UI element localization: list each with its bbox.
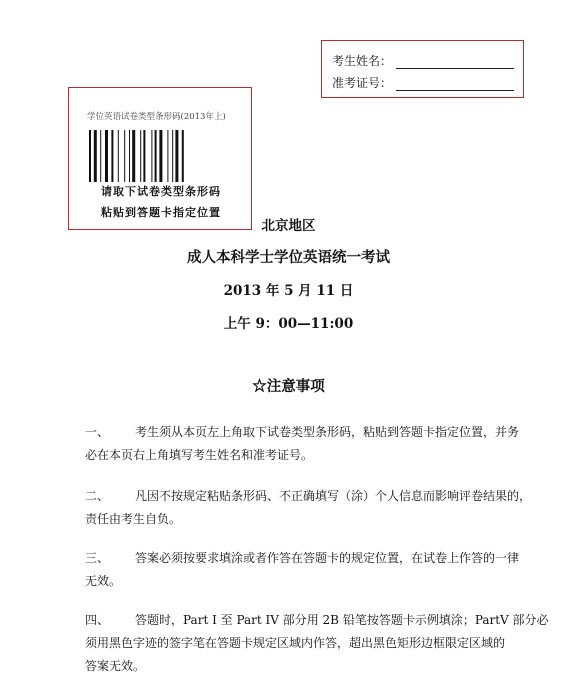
notice-item-number: 一、 [85,425,110,439]
notice-title: ☆注意事项 [252,378,325,395]
barcode-bar [111,130,113,182]
exam-title: 成人本科学士学位英语统一考试 [187,249,390,266]
barcode-bar [132,130,135,182]
candidate-info-box [321,40,524,98]
barcode-caption: 学位英语试卷类型条形码(2013年上) [87,112,226,122]
candidate-id-row [332,69,523,91]
notice-item-text: 答案必须按要求填涂或者作答在答题卡的规定位置，在试卷上作答的一律 [135,551,520,565]
notice-item-text: 须用黑色字迹的签字笔在答题卡规定区域内作答，超出黑色矩形边框限定区域的 [85,636,506,650]
notice-item-text: 无效。 [85,574,122,588]
candidate-id-label: 准考证号： [332,76,393,90]
notice-item-text: 责任由考生自负。 [85,512,182,526]
notice-item-text: 必在本页右上角填写考生姓名和准考证号。 [85,448,314,462]
notice-item-text: 凡因不按规定粘贴条形码、不正确填写（涂）个人信息而影响评卷结果的， [135,489,532,503]
barcode-bar [94,130,97,182]
barcode-bar [100,130,101,182]
notice-item-text: 答题时，Part I 至 Part IV 部分用 2B 铅笔按答题卡示例填涂；PartV 部分必 [135,613,549,627]
barcode-bar [182,130,184,182]
exam-time: 上午 9：00—11:00 [223,316,354,332]
notice-item-4 [85,609,549,678]
barcode-bar [175,130,178,182]
barcode-bar [118,130,119,182]
barcode-bar [143,130,145,182]
notice-item-number: 三、 [85,551,110,565]
barcode-instruction-line1: 请取下试卷类型条形码 [101,185,221,198]
notice-item-number: 二、 [85,489,110,503]
barcode-bar [89,130,91,182]
notice-item-1 [85,421,525,467]
barcode-bar [129,130,130,182]
notice-item-3 [85,547,525,593]
candidate-name-label: 考生姓名： [332,54,393,68]
notice-item-2 [85,485,532,531]
notice-item-text: 答案无效。 [85,659,146,673]
barcode-bar [105,130,108,182]
barcode-bar [140,130,141,182]
exam-date: 2013 年 5 月 11 日 [223,283,354,299]
candidate-name-row [332,47,523,69]
barcode-bar [124,130,125,182]
notice-item-number: 四、 [85,613,110,627]
barcode-bar [159,130,162,182]
barcode-bar [172,130,173,182]
barcode-sticker-box [68,87,252,230]
barcode-bar [167,130,168,182]
candidate-id-field[interactable] [396,76,514,91]
region-title: 北京地区 [261,218,316,234]
barcode-bar [155,130,157,182]
notice-item-text: 考生须从本页左上角取下试卷类型条形码，粘贴到答题卡指定位置，并务 [135,425,520,439]
barcode-instruction-line2: 粘贴到答题卡指定位置 [101,206,221,219]
barcode-graphic [89,130,233,182]
candidate-name-field[interactable] [396,54,514,69]
barcode-bar [151,130,152,182]
